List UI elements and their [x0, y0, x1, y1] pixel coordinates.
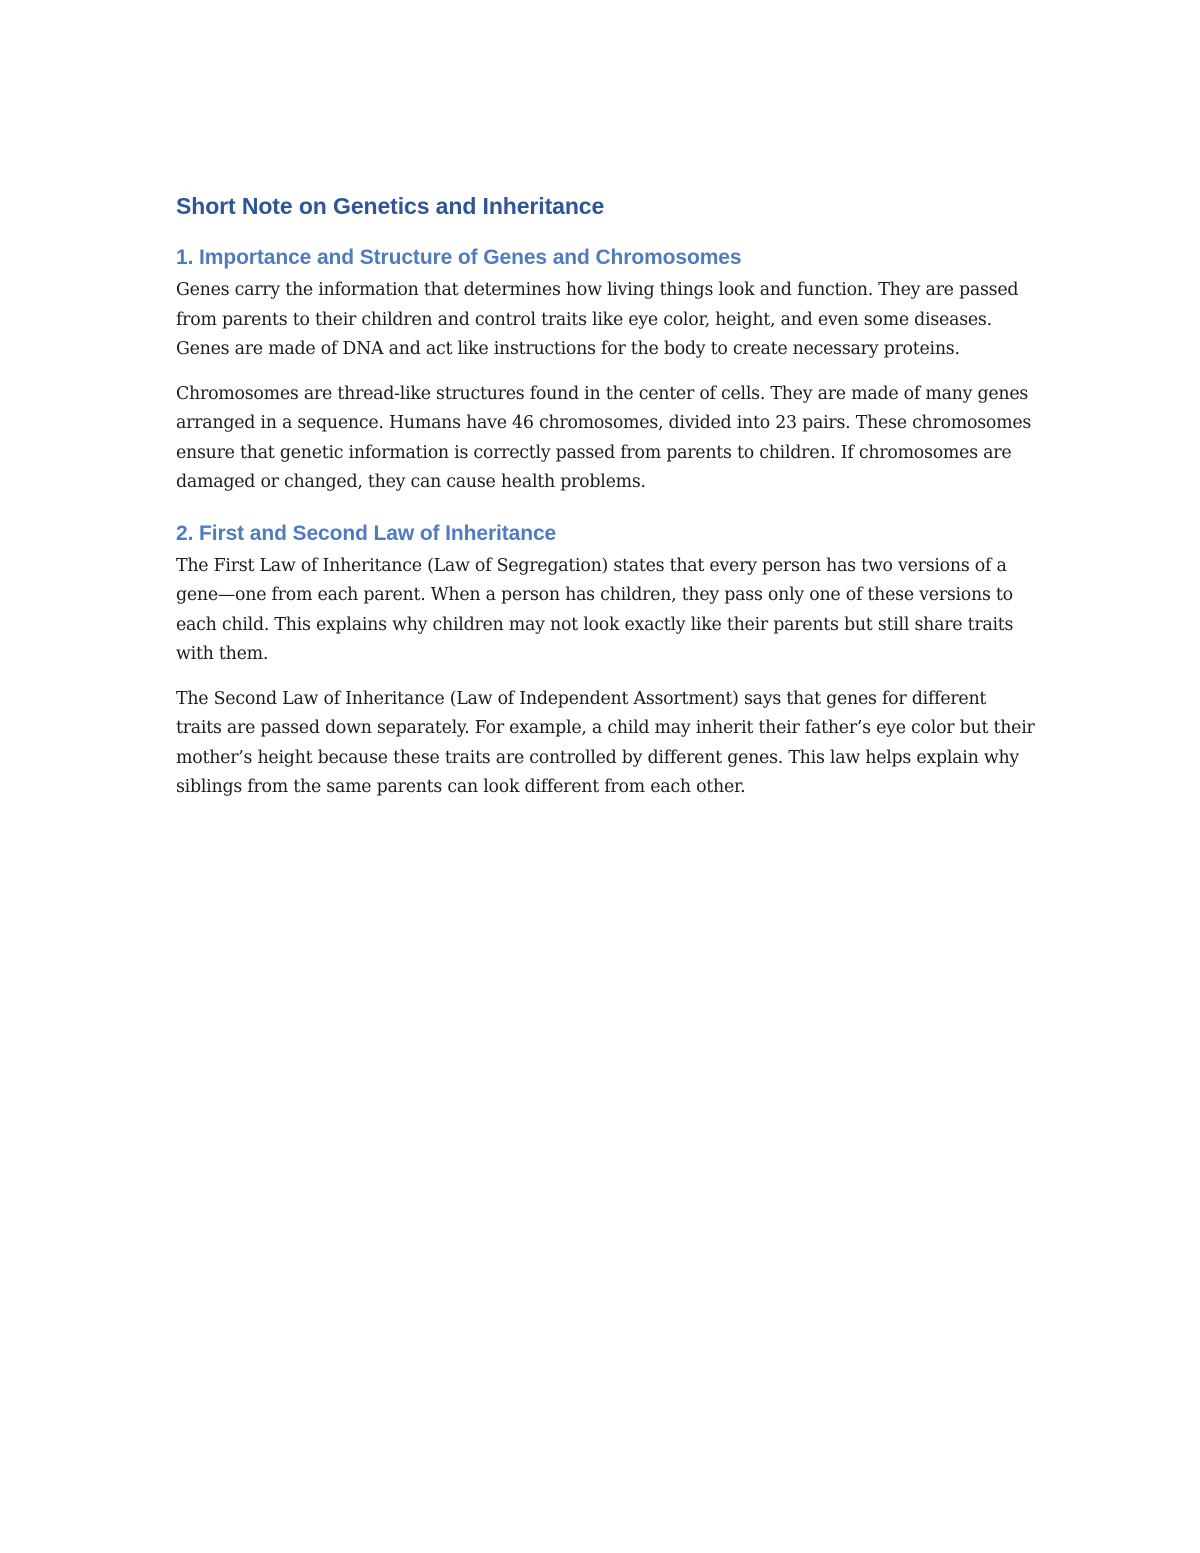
section-heading: 2. First and Second Law of Inheritance [176, 521, 557, 545]
document-title: Short Note on Genetics and Inheritance [176, 193, 605, 219]
paragraph-chromosomes: Chromosomes are thread-like structures found in the center of cells. They are made of many genes arranged in a sequence. Humans have 46 chromosomes, divided into 23 pairs. These chromosomes ensure that genetic information is correctly passed from parents to children. If chromosomes are damaged or changed, they can cause health problems. [176, 383, 1032, 492]
document-content [176, 188, 1036, 818]
section-heading: 1. Importance and Structure of Genes and Chromosomes [176, 246, 742, 269]
paragraph-genes: Genes carry the information that determines how living things look and function. They are passed from parents to their children and control traits like eye color, height, and even some diseases. Genes are made of DNA and act like instructions for the body to create necessary proteins. [176, 280, 1019, 359]
paragraph-first-law: The First Law of Inheritance (Law of Segregation) states that every person has two versions of a gene—one from each parent. When a person has children, they pass only one of these versions to each child. This explains why children may not look exactly like their parents but still share traits with them. [176, 555, 1014, 664]
section-laws-of-inheritance [176, 518, 1036, 803]
section-genes-chromosomes [176, 242, 1036, 498]
paragraph-second-law: The Second Law of Inheritance (Law of Independent Assortment) says that genes for different traits are passed down separately. For example, a child may inherit their father’s eye color but their mother’s height because these traits are controlled by different genes. This law helps explain why siblings from the same parents can look different from each other. [176, 688, 1035, 797]
